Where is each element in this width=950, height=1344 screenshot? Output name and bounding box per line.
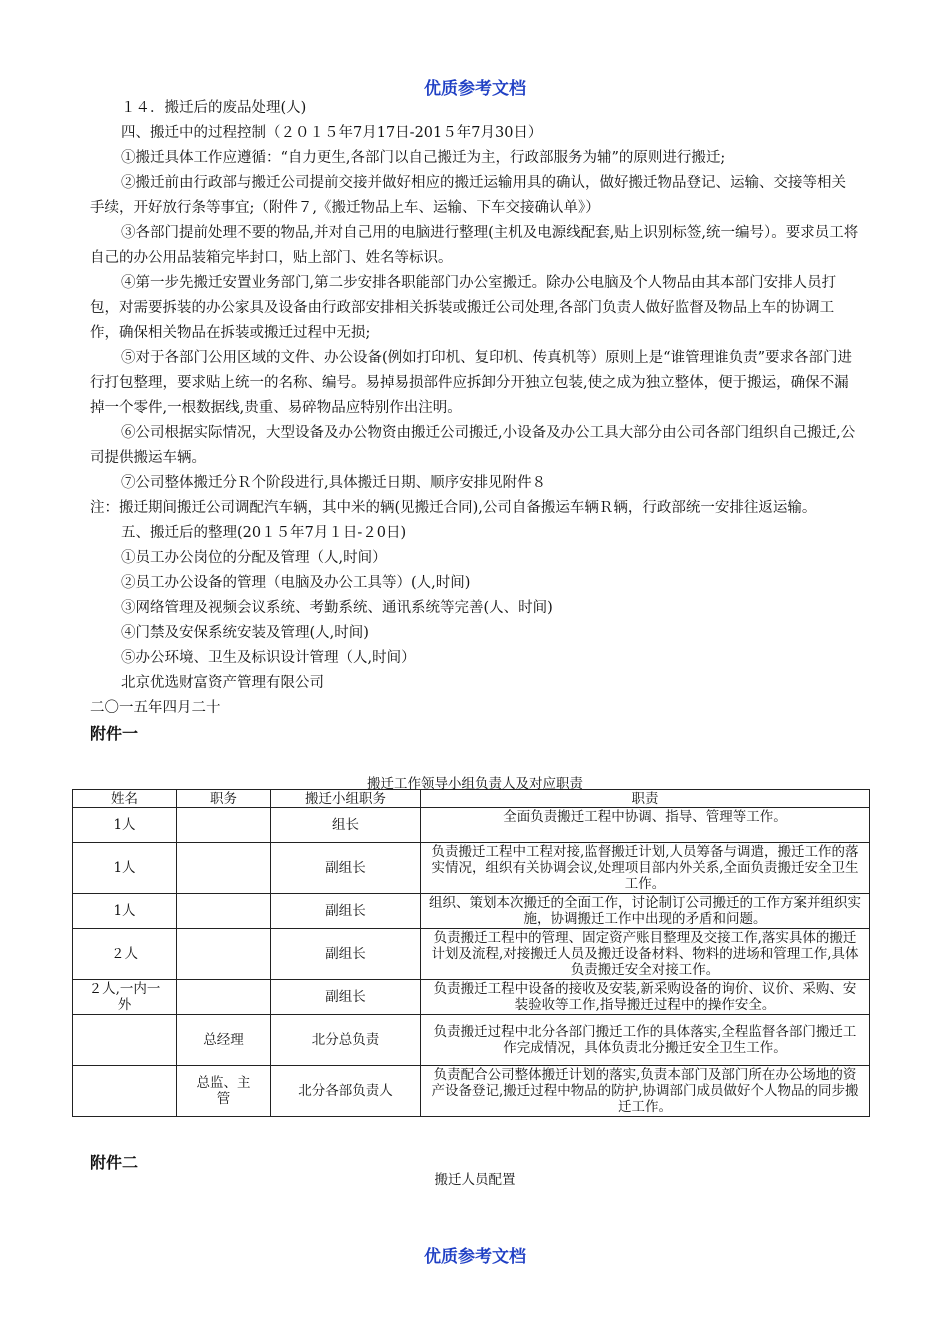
table-row — [73, 843, 870, 894]
paragraph-waste: １４．搬迁后的废品处理(人) — [121, 100, 307, 116]
cell-duty: 负责搬迁工程中的管理、固定资产账目整理及交接工作,落实具体的搬迁计划及流程,对接搬迁人员及搬迁设备材料、物料的进场和管理工作,具体负责搬迁安全对接工作。 — [421, 929, 870, 980]
attachment-1-heading: 附件一 — [90, 724, 139, 743]
cell-name: 1人 — [73, 808, 177, 843]
cell-name: 1人 — [73, 843, 177, 894]
date-line: 二〇一五年四月二十 — [90, 700, 221, 716]
cell-position: 总监、主管 — [177, 1066, 271, 1117]
cell-position — [177, 980, 271, 1015]
column-header-role: 搬迁小组职务 — [271, 790, 421, 808]
cell-position — [177, 894, 271, 929]
table-row — [73, 1066, 870, 1117]
paragraph-note: 注：搬迁期间搬迁公司调配汽车辆，其中米的辆(见搬迁合同),公司自备搬运车辆Ｒ辆，行政部统一安排往返运输。 — [90, 500, 817, 516]
company-name: 北京优选财富资产管理有限公司 — [121, 675, 324, 691]
table-header-row — [73, 790, 870, 808]
paragraph-equipment: ⑥公司根据实际情况，大型设备及办公物资由搬迁公司搬迁,小设备及办公工具大部分由公司各部门组织自己搬迁,公司提供搬运车辆。 — [90, 425, 856, 466]
document-body — [90, 96, 860, 744]
table-row — [73, 1015, 870, 1066]
cell-name — [73, 1015, 177, 1066]
column-header-name: 姓名 — [73, 790, 177, 808]
cell-duty: 负责搬迁工程中工程对接,监督搬迁计划,人员筹备与调遣，搬迁工作的落实情况，组织有关协调会议,处理项目部内外关系,全面负责搬迁安全卫生工作。 — [421, 843, 870, 894]
list-item-3: ③网络管理及视频会议系统、考勤系统、通讯系统等完善(人、时间) — [121, 600, 553, 616]
cell-role: 副组长 — [271, 929, 421, 980]
header-watermark: 优质参考文档 — [424, 79, 526, 99]
cell-duty: 负责搬迁工程中设备的接收及安装,新采购设备的询价、议价、采购、安装验收等工作,指导搬迁过程中的操作安全。 — [421, 980, 870, 1015]
cell-role: 副组长 — [271, 980, 421, 1015]
cell-role: 副组长 — [271, 843, 421, 894]
cell-name — [73, 1066, 177, 1117]
paragraph-shared-area: ⑤对于各部门公用区域的文件、办公设备(例如打印机、复印机、传真机等）原则上是“谁管理谁负责”要求各部门进行打包整理，要求贴上统一的名称、编号。易掉易损部件应拆卸分开独立包装,使之成为独立整体，便于搬运，确保不漏掉一个零件,一根数据线,贵重、易碎物品应特别作出注明。 — [90, 350, 852, 416]
table-row — [73, 894, 870, 929]
attachment-2-heading: 附件二 — [90, 1153, 139, 1172]
section-heading-5: 五、搬迁后的整理(20１５年7月１日-２0日) — [121, 525, 407, 541]
table-row — [73, 808, 870, 843]
cell-role: 组长 — [271, 808, 421, 843]
leadership-table — [72, 789, 870, 1117]
cell-duty: 全面负责搬迁工程中协调、指导、管理等工作。 — [421, 808, 870, 843]
list-item-2: ②员工办公设备的管理（电脑及办公工具等）(人,时间) — [121, 575, 471, 591]
table-row — [73, 929, 870, 980]
attachment-2-caption: 搬迁人员配置 — [434, 1172, 516, 1188]
cell-role: 副组长 — [271, 894, 421, 929]
paragraph-handover: ②搬迁前由行政部与搬迁公司提前交接并做好相应的搬迁运输用具的确认，做好搬迁物品登记、运输、交接等相关手续，开好放行条等事宜;（附件７,《搬迁物品上车、运输、下车交接确认单》） — [90, 175, 846, 216]
footer-watermark: 优质参考文档 — [424, 1247, 526, 1267]
paragraph-stages: ⑦公司整体搬迁分Ｒ个阶段进行,具体搬迁日期、顺序安排见附件８ — [121, 475, 547, 491]
list-item-1: ①员工办公岗位的分配及管理（人,时间） — [121, 550, 387, 566]
column-header-duty: 职责 — [421, 790, 870, 808]
paragraph-sequence: ④第一步先搬迁安置业务部门,第二步安排各职能部门办公室搬迁。除办公电脑及个人物品由其本部门安排人员打包，对需要拆装的办公家具及设备由行政部安排相关拆装或搬迁公司处理,各部门负责人做好监督及物品上车的协调工作，确保相关物品在拆装或搬迁过程中无损; — [90, 275, 837, 341]
cell-name: ２人,一内一外 — [73, 980, 177, 1015]
column-header-position: 职务 — [177, 790, 271, 808]
attachment-1-caption: 搬迁工作领导小组负责人及对应职责 — [367, 776, 583, 792]
cell-position: 总经理 — [177, 1015, 271, 1066]
table-row — [73, 980, 870, 1015]
list-item-4: ④门禁及安保系统安装及管理(人,时间) — [121, 625, 369, 641]
cell-role: 北分总负责 — [271, 1015, 421, 1066]
cell-duty: 负责配合公司整体搬迁计划的落实,负责本部门及部门所在办公场地的资产设备登记,搬迁过程中物品的防护,协调部门成员做好个人物品的同步搬迁工作。 — [421, 1066, 870, 1117]
list-item-5: ⑤办公环境、卫生及标识设计管理（人,时间） — [121, 650, 416, 666]
cell-duty: 负责搬迁过程中北分各部门搬迁工作的具体落实,全程监督各部门搬迁工作完成情况，具体负责北分搬迁安全卫生工作。 — [421, 1015, 870, 1066]
cell-position — [177, 929, 271, 980]
cell-duty: 组织、策划本次搬迁的全面工作，讨论制订公司搬迁的工作方案并组织实施，协调搬迁工作中出现的矛盾和问题。 — [421, 894, 870, 929]
cell-position — [177, 843, 271, 894]
section-heading-4: 四、搬迁中的过程控制（２０１５年7月17日-201５年7月30日） — [121, 125, 543, 141]
cell-role: 北分各部负责人 — [271, 1066, 421, 1117]
paragraph-prepare: ③各部门提前处理不要的物品,并对自己用的电脑进行整理(主机及电源线配套,贴上识别标签,统一编号）。要求员工将自己的办公用品装箱完毕封口，贴上部门、姓名等标识。 — [90, 225, 859, 266]
cell-name: 1人 — [73, 894, 177, 929]
paragraph-principle: ①搬迁具体工作应遵循：“自力更生,各部门以自己搬迁为主，行政部服务为辅”的原则进行搬迁; — [121, 150, 726, 166]
cell-position — [177, 808, 271, 843]
cell-name: ２人 — [73, 929, 177, 980]
